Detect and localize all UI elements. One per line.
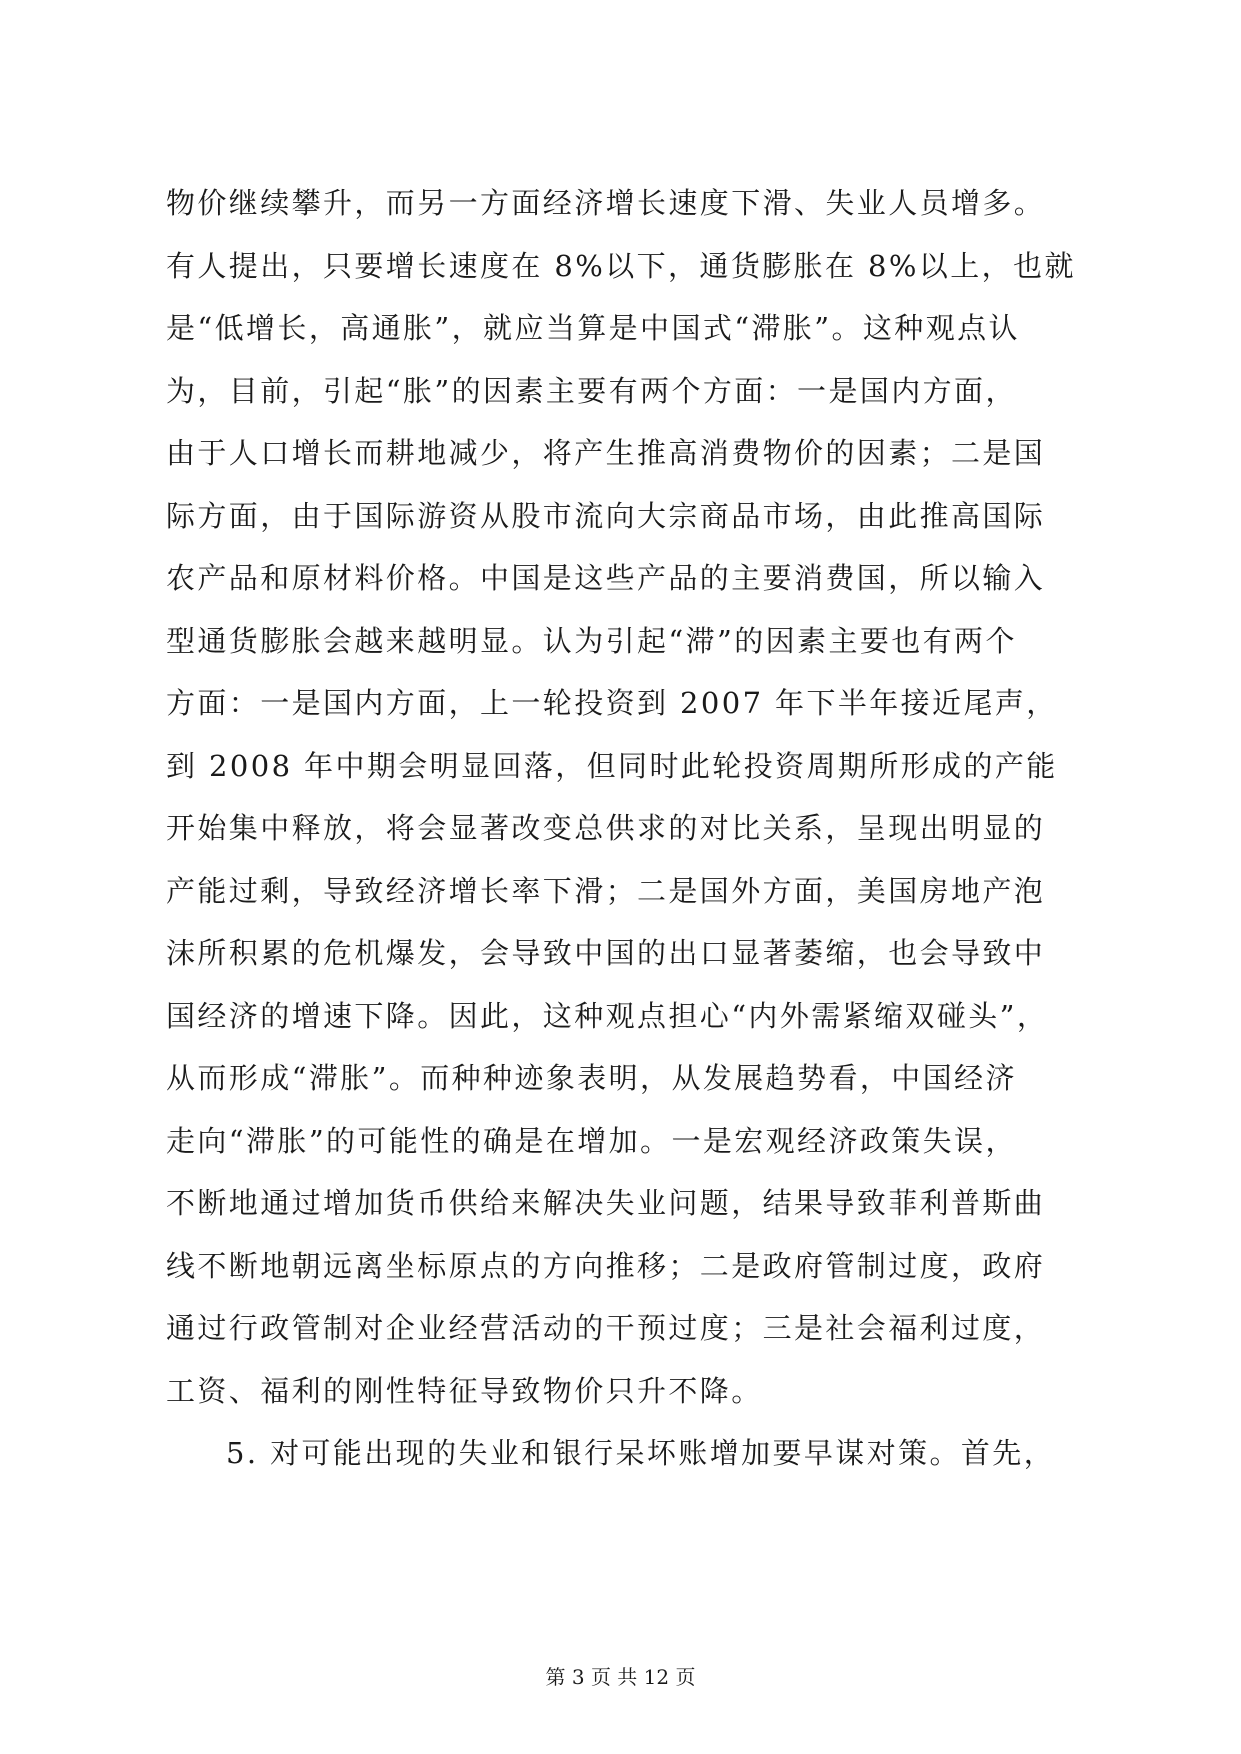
text-line: 到 2008 年中期会明显回落，但同时此轮投资周期所形成的产能 <box>166 748 1058 783</box>
text-line: 物价继续攀升，而另一方面经济增长速度下滑、失业人员增多。 <box>166 186 1046 220</box>
text-line: 工资、福利的刚性特征导致物价只升不降。 <box>166 1373 763 1408</box>
text-line: 有人提出，只要增长速度在 8%以下，通货膨胀在 8%以上，也就 <box>166 248 1076 283</box>
text-line: 产能过剩，导致经济增长率下滑；二是国外方面，美国房地产泡 <box>166 873 1046 908</box>
text-line: 为，目前，引起“胀”的因素主要有两个方面：一是国内方面， <box>166 373 1017 408</box>
text-line: 走向“滞胀”的可能性的确是在增加。一是宏观经济政策失误， <box>166 1123 1017 1158</box>
text-line: 方面：一是国内方面，上一轮投资到 2007 年下半年接近尾声， <box>166 686 1058 720</box>
text-line: 际方面，由于国际游资从股市流向大宗商品市场，由此推高国际 <box>166 498 1046 533</box>
text-line: 通过行政管制对企业经营活动的干预过度；三是社会福利过度， <box>166 1311 1046 1345</box>
text-line: 开始集中释放，将会显著改变总供求的对比关系，呈现出明显的 <box>166 811 1046 845</box>
text-line: 沫所积累的危机爆发，会导致中国的出口显著萎缩，也会导致中 <box>166 936 1046 970</box>
text-line: 不断地通过增加货币供给来解决失业问题，结果导致菲利普斯曲 <box>166 1186 1046 1220</box>
text-line: 是“低增长，高通胀”，就应当算是中国式“滞胀”。这种观点认 <box>166 311 1020 345</box>
text-line: 国经济的增速下降。因此，这种观点担心“内外需紧缩双碰头”， <box>166 998 1049 1033</box>
text-line: 型通货膨胀会越来越明显。认为引起“滞”的因素主要也有两个 <box>166 623 1017 658</box>
text-line: 线不断地朝远离坐标原点的方向推移；二是政府管制过度，政府 <box>166 1248 1046 1283</box>
paragraph-start-line: 5. 对可能出现的失业和银行呆坏账增加要早谋对策。首先， <box>226 1436 1056 1470</box>
page-number-footer: 第 3 页 共 12 页 <box>545 1665 696 1689</box>
text-line: 农产品和原材料价格。中国是这些产品的主要消费国，所以输入 <box>166 561 1046 595</box>
text-line: 从而形成“滞胀”。而种种迹象表明，从发展趋势看，中国经济 <box>166 1061 1017 1095</box>
text-line: 由于人口增长而耕地减少，将产生推高消费物价的因素；二是国 <box>166 436 1046 470</box>
body-text <box>166 172 1096 1485</box>
